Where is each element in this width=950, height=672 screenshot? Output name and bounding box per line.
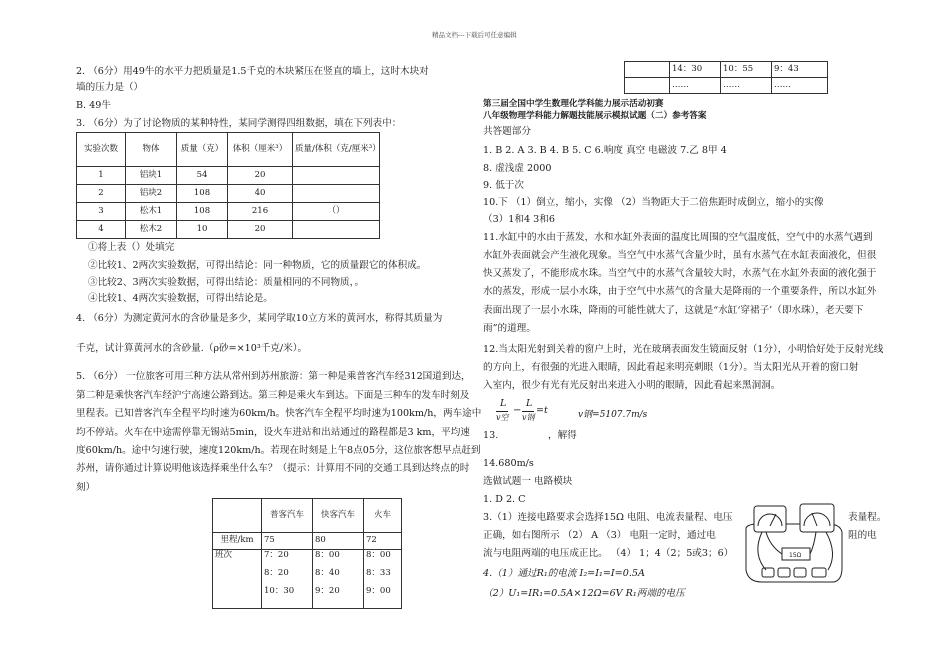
minus-sign: −	[513, 405, 522, 416]
schedule-table	[212, 498, 402, 609]
table-header: 质量/体积（克/厘米³）	[293, 133, 380, 167]
answer-title-1: 第三届全国中学生数理化学科能力展示活动初赛	[483, 99, 664, 109]
table-cell	[293, 167, 380, 185]
answer-line: 雨”的道理。	[483, 323, 536, 334]
table-cell: 54	[177, 167, 228, 185]
voltmeter-icon	[800, 504, 834, 532]
table-cell: 9：43	[772, 62, 828, 78]
q5-line4: 均不停站。火车在中途需停靠无锡站5min，设火车进站和出站通过的路程都是3 km，平均速	[76, 427, 470, 438]
time-cell: 7：20	[264, 550, 289, 560]
elective-side-text: 阻的电	[848, 530, 877, 541]
table-header: 火车	[364, 499, 402, 533]
answer-line: 12.当太阳光射到关着的窗户上时，光在玻璃表面发生镜面反射（1分），小明恰好处于反射光线	[483, 344, 884, 355]
table-cell: 10	[177, 221, 228, 239]
elective-line: 正确，如右图所示 （2） A （3） 电阻一定时，通过电	[483, 530, 716, 541]
elective-heading: 选做试题一 电路模块	[483, 476, 573, 487]
table-header: 普客汽车	[262, 499, 313, 533]
circuit-diagram	[742, 498, 846, 586]
table-cell	[625, 78, 670, 94]
q2-answer: B. 49牛	[76, 100, 111, 111]
table-header: 实验次数	[77, 133, 126, 167]
table-row	[213, 533, 402, 550]
answer-line: 入室内，很少有光有光反射出来进入小明的眼睛，因此看起来黑洞洞。	[483, 380, 781, 391]
table-row	[213, 550, 402, 609]
section-label: 共答题部分	[483, 126, 531, 137]
time-cell: 8：33	[366, 568, 391, 578]
answer-line: 水的蒸发，形成一层小水珠，由于空气中水蒸气的含量大是降雨的一个重要条件，所以水缸外	[483, 286, 877, 297]
table-cell: 班次	[213, 550, 262, 609]
table-cell	[313, 550, 364, 609]
table-cell: 松木1	[126, 203, 177, 221]
table-cell: 72	[364, 533, 402, 550]
elective-line: 流与电阻两端的电压成正比。 （4） 1；4（2；5或3；6）	[483, 548, 734, 559]
table-cell	[625, 62, 670, 78]
time-cell: 8：40	[315, 568, 340, 578]
time-cell: 9：00	[366, 586, 391, 596]
table-cell: 216	[228, 203, 293, 221]
answer-line: 水缸外表面就会产生液化现象。当空气中水蒸气含量少时，虽有水蒸气在水缸表面液化，但很	[483, 250, 877, 261]
time-cell: 8：00	[366, 550, 391, 560]
table-cell: 108	[177, 203, 228, 221]
table-header: 体积（厘米³）	[228, 133, 293, 167]
table-cell: 10：55	[721, 62, 772, 78]
density-table	[76, 132, 380, 239]
table-cell: 40	[228, 185, 293, 203]
fraction-denominator: v空	[496, 413, 509, 422]
q5-line3: 里程表。已知普客汽车全程平均时速为60km/h。快客汽车全程平均时速为100km/h，两车途中	[76, 408, 482, 419]
answer-line: 的方向上，有很强的光进入眼睛，因此看起来明亮刺眼（1分）。当太阳光从开着的窗口射	[483, 362, 859, 373]
table-cell: 75	[262, 533, 313, 550]
q13-result: v钢=5107.7m/s	[578, 410, 648, 420]
q14-answer: 14.680m/s	[483, 458, 534, 469]
battery-icon	[778, 568, 790, 577]
q3-line1: 3. （6分）为了讨论物质的某种特性，某同学测得四组数据，填在下列表中：	[76, 118, 402, 129]
elective-line: 1. D 2. C	[483, 494, 526, 505]
q2-line2: 墙的压力是（）	[76, 82, 144, 93]
table-cell: 14：30	[670, 62, 721, 78]
q13-solve: ，解得	[548, 430, 577, 441]
table-row	[77, 203, 380, 221]
answer-line: 10.下 （1）倒立，缩小，实像 （2）当物距大于二倍焦距时成倒立，缩小的实像	[483, 197, 824, 208]
page-header: 精品文档---下载后可任意编辑	[432, 31, 517, 39]
table-cell	[293, 221, 380, 239]
table-row	[77, 185, 380, 203]
table-header: 物体	[126, 133, 177, 167]
table-cell: 4	[77, 221, 126, 239]
table-row	[625, 78, 828, 94]
time-cell: 10：30	[264, 586, 295, 596]
table-header: 质量（克）	[177, 133, 228, 167]
answer-line: 1. B 2. A 3. B 4. B 5. C 6.响度 真空 电磁波 7.乙 8甲 4	[483, 145, 727, 156]
table-cell	[364, 550, 402, 609]
time-cell: 9：20	[315, 586, 340, 596]
table-cell: 1	[77, 167, 126, 185]
answer-title-2: 八年级物理学科能力解题技能展示模拟试题（二）参考答案	[483, 111, 707, 121]
battery-icon	[762, 568, 774, 577]
answer-line: （3）1和4 3和6	[483, 214, 555, 225]
ammeter-icon	[754, 506, 786, 532]
answer-line: 8. 虚浅虚 2000	[483, 163, 552, 174]
table-cell: ……	[670, 78, 721, 94]
answer-line: 9. 低于次	[483, 180, 524, 191]
q5-line7: 刻）	[76, 482, 96, 493]
elective-line: 3.（1）连接电路要求会选择15Ω 电阻、电流表量程、电压	[483, 512, 733, 523]
table-header	[213, 499, 262, 533]
q13-formula	[496, 398, 556, 428]
table-cell: （）	[293, 203, 380, 221]
table-cell: 铝块2	[126, 185, 177, 203]
table-cell: 80	[313, 533, 364, 550]
q5-line5: 度60km/h。途中匀速行驶，速度120km/h。若现在时刻是上午8点05分，这位旅客想早点赶到	[76, 445, 481, 456]
answer-line: 表面出现了一层小水珠，降雨的可能性就大了，这就是“水缸‘穿裙子’（即水珠），老天要下	[483, 305, 864, 316]
table-cell: 2	[77, 185, 126, 203]
table-cell: 108	[177, 185, 228, 203]
table-cell: ……	[772, 78, 828, 94]
answer-line: 快又蒸发了，不能形成水珠。当空气中的水蒸气含量较大时，水蒸气在水缸外表面的液化强于	[483, 268, 877, 279]
elective-line: 4.（1）通过R₁的电流 I₂=I₁=I=0.5A	[483, 568, 645, 579]
table-cell: 3	[77, 203, 126, 221]
table-cell: 里程/km	[213, 533, 262, 550]
battery-icon	[794, 568, 806, 577]
table-row	[77, 221, 380, 239]
q13-label: 13.	[483, 430, 499, 441]
q4-line1: 4. （6分）为测定黄河水的含砂量是多少，某同学取10立方米的黄河水，称得其质量为	[76, 313, 443, 324]
fraction-denominator: v钢	[522, 413, 535, 422]
fraction-numerator: L	[500, 398, 507, 409]
elective-line: （2）U₁=IR₁=0.5A×12Ω=6V R₁两端的电压	[483, 588, 685, 599]
table-row	[77, 167, 380, 185]
table-cell: 铝块1	[126, 167, 177, 185]
q2-line1: 2. （6分）用49牛的水平力把质量是1.5千克的木块紧压在竖直的墙上，这时木块对	[76, 66, 429, 77]
table-cell: ……	[721, 78, 772, 94]
fraction-numerator: L	[526, 398, 533, 409]
table-header: 快客汽车	[313, 499, 364, 533]
table-cell: 20	[228, 167, 293, 185]
q3-item-4: ④比较1、4两次实验数据，可得出结论是。	[88, 293, 273, 304]
table-cell	[262, 550, 313, 609]
answer-line: 11.水缸中的水由于蒸发，水和水缸外表面的温度比周围的空气温度低，空气中的水蒸气遇到	[483, 232, 873, 243]
switch-icon	[812, 568, 826, 577]
table-cell	[293, 185, 380, 203]
continued-schedule-table	[624, 61, 828, 94]
q5-line2: 第二种是乘快客汽车经沪宁高速公路到达。第三种是乘火车到达。下面是三种车的发车时刻及	[76, 390, 470, 401]
elective-side-text: 表量程。	[848, 512, 887, 523]
q4-line2: 千克，试计算黄河水的含砂量.（ρ砂=×10³千克/米）。	[76, 343, 308, 354]
table-cell: 20	[228, 221, 293, 239]
svg-text:15Ω: 15Ω	[789, 552, 802, 559]
table-row	[625, 62, 828, 78]
q5-line1: 5. （6分） 一位旅客可用三种方法从常州到苏州旅游：第一种是乘普客汽车经312国道到达，	[76, 371, 471, 382]
equation-rhs: =t	[536, 405, 548, 416]
q3-item-2: ②比较1、2两次实验数据，可得出结论：同一种物质，它的质量跟它的体积成。	[88, 260, 427, 271]
q3-item-1: ①将上表（）处填完	[88, 242, 175, 253]
q3-item-3: ③比较2、3两次实验数据，可得出结论：质量相同的不同物质，。	[88, 277, 365, 288]
time-cell: 8：00	[315, 550, 340, 560]
q5-line6: 苏州，请你通过计算说明他该选择乘坐什么车？（提示：计算用不同的交通工具到达终点的时	[76, 463, 470, 474]
time-cell: 8：20	[264, 568, 289, 578]
table-cell: 松木2	[126, 221, 177, 239]
